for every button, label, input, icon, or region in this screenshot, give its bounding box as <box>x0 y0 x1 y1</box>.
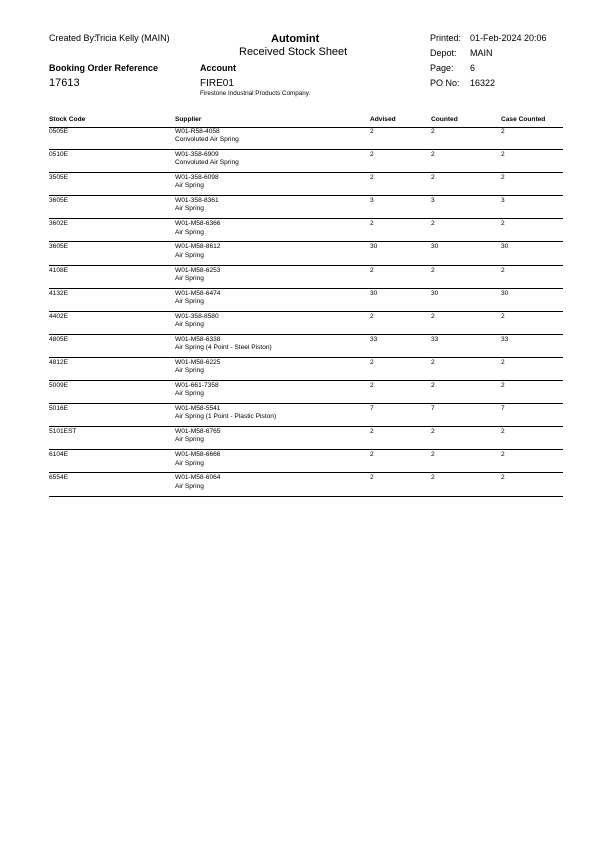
booking-ref-value: 17613 <box>49 77 80 89</box>
advised-cell <box>370 242 431 265</box>
supplier-cell-text: W01-661-7358 <box>175 382 219 390</box>
stock-code-cell-text: 6104E <box>49 451 69 459</box>
supplier-cell-text: W01-M58-6765 <box>175 428 221 436</box>
description-text: Air Spring (1 Point - Plastic Piston) <box>175 413 277 421</box>
description-text: Air Spring <box>175 228 204 236</box>
supplier-cell-text: W01-M58-6064 <box>175 474 221 482</box>
table-row <box>49 173 563 196</box>
description-text: Air Spring <box>175 482 204 490</box>
stock-code-cell-text: 3605E <box>49 197 69 205</box>
stock-code-cell-text: 4805E <box>49 335 69 343</box>
case-counted-cell <box>501 334 563 357</box>
case-counted-cell-text: 30 <box>501 289 509 297</box>
stock-code-cell <box>49 473 175 496</box>
supplier-cell <box>175 265 370 288</box>
advised-cell <box>370 357 431 380</box>
advised-cell-text: 2 <box>370 428 374 436</box>
case-counted-cell <box>501 473 563 496</box>
stock-code-cell-text: 0505E <box>49 128 69 135</box>
table-row <box>49 404 563 427</box>
advised-cell-text: 30 <box>370 243 378 251</box>
advised-cell-text: 2 <box>370 474 374 482</box>
stock-table <box>49 127 563 497</box>
advised-cell <box>370 404 431 427</box>
counted-cell <box>431 311 501 334</box>
table-row <box>49 288 563 311</box>
stock-code-cell-text: 3602E <box>49 220 69 228</box>
account-value: FIRE01 <box>200 78 234 89</box>
counted-cell-text: 2 <box>431 128 435 135</box>
stock-code-cell-text: 0510E <box>49 151 69 159</box>
supplier-cell <box>175 427 370 450</box>
advised-cell-text: 2 <box>370 151 374 159</box>
case-counted-cell-text: 2 <box>501 266 505 274</box>
advised-cell-text: 2 <box>370 312 374 320</box>
supplier-cell-text: W01-358-8361 <box>175 197 219 205</box>
table-row <box>49 311 563 334</box>
stock-code-cell <box>49 357 175 380</box>
advised-cell-text: 2 <box>370 382 374 390</box>
case-counted-cell <box>501 173 563 196</box>
case-counted-cell <box>501 404 563 427</box>
supplier-cell-text: W01-M58-6225 <box>175 358 221 366</box>
case-counted-cell <box>501 357 563 380</box>
stock-code-cell <box>49 381 175 404</box>
supplier-cell <box>175 219 370 242</box>
case-counted-cell-text: 3 <box>501 197 505 205</box>
case-counted-cell-text: 2 <box>501 174 505 182</box>
counted-cell <box>431 265 501 288</box>
stock-code-cell <box>49 265 175 288</box>
table-row <box>49 427 563 450</box>
counted-cell <box>431 150 501 173</box>
counted-cell <box>431 473 501 496</box>
counted-cell-text: 3 <box>431 197 435 205</box>
advised-cell <box>370 427 431 450</box>
description-text: Air Spring (4 Point - Steel Piston) <box>175 344 272 352</box>
created-by-value: Tricia Kelly (MAIN) <box>95 33 170 43</box>
counted-cell-text: 2 <box>431 174 435 182</box>
description-text: Convoluted Air Spring <box>175 136 239 144</box>
counted-cell <box>431 357 501 380</box>
stock-code-cell <box>49 150 175 173</box>
supplier-cell <box>175 450 370 473</box>
counted-cell-text: 2 <box>431 382 435 390</box>
printed-label: Printed: <box>430 33 462 43</box>
stock-code-cell <box>49 404 175 427</box>
counted-cell-text: 2 <box>431 358 435 366</box>
stock-code-cell-text: 4812E <box>49 358 69 366</box>
description-text: Air Spring <box>175 367 204 375</box>
stock-code-cell-text: 3505E <box>49 174 69 182</box>
advised-cell-text: 33 <box>370 335 378 343</box>
po-value: 16322 <box>470 78 496 88</box>
stock-code-cell-text: 4402E <box>49 312 69 320</box>
table-row <box>49 127 563 150</box>
counted-cell <box>431 196 501 219</box>
case-counted-cell-text: 2 <box>501 128 505 135</box>
case-counted-cell-text: 2 <box>501 428 505 436</box>
description-text: Air Spring <box>175 320 204 328</box>
table-row <box>49 265 563 288</box>
supplier-cell <box>175 473 370 496</box>
counted-cell <box>431 127 501 150</box>
supplier-cell-text: W01-M58-6474 <box>175 289 221 297</box>
advised-cell-text: 30 <box>370 289 378 297</box>
table-row <box>49 334 563 357</box>
counted-cell <box>431 288 501 311</box>
supplier-cell <box>175 404 370 427</box>
stock-code-cell <box>49 219 175 242</box>
advised-cell-text: 2 <box>370 266 374 274</box>
case-counted-cell-text: 2 <box>501 451 505 459</box>
stock-code-cell <box>49 127 175 150</box>
case-counted-cell <box>501 288 563 311</box>
supplier-cell-text: W01-R58-4058 <box>175 128 220 135</box>
description-text: Air Spring <box>175 205 204 213</box>
stock-code-cell <box>49 334 175 357</box>
supplier-cell <box>175 311 370 334</box>
case-counted-cell <box>501 242 563 265</box>
stock-code-cell-text: 4132E <box>49 289 69 297</box>
advised-cell <box>370 196 431 219</box>
table-row <box>49 357 563 380</box>
advised-cell-text: 2 <box>370 128 374 135</box>
advised-cell <box>370 219 431 242</box>
stock-code-cell-text: 5101EST <box>49 428 77 436</box>
col-case-counted: Case Counted <box>501 116 546 123</box>
advised-cell <box>370 473 431 496</box>
table-row <box>49 381 563 404</box>
supplier-cell <box>175 334 370 357</box>
advised-cell-text: 3 <box>370 197 374 205</box>
counted-cell-text: 2 <box>431 151 435 159</box>
advised-cell <box>370 450 431 473</box>
description-text: Air Spring <box>175 251 204 259</box>
case-counted-cell <box>501 381 563 404</box>
case-counted-cell-text: 2 <box>501 220 505 228</box>
stock-code-cell-text: 4108E <box>49 266 69 274</box>
stock-code-cell <box>49 288 175 311</box>
stock-code-cell <box>49 196 175 219</box>
supplier-cell-text: W01-358-6909 <box>175 151 219 159</box>
description-text: Air Spring <box>175 297 204 305</box>
stock-code-cell-text: 5009E <box>49 382 69 390</box>
supplier-cell-text: W01-358-8580 <box>175 312 219 320</box>
col-supplier: Supplier <box>175 116 202 123</box>
table-row <box>49 219 563 242</box>
counted-cell-text: 2 <box>431 266 435 274</box>
po-label: PO No: <box>430 78 460 88</box>
created-by-label: Created By: <box>49 33 97 43</box>
supplier-cell-text: W01-358-6098 <box>175 174 219 182</box>
counted-cell-text: 2 <box>431 474 435 482</box>
stock-code-cell <box>49 450 175 473</box>
case-counted-cell <box>501 311 563 334</box>
counted-cell <box>431 404 501 427</box>
advised-cell-text: 2 <box>370 174 374 182</box>
table-row <box>49 473 563 496</box>
case-counted-cell-text: 33 <box>501 335 509 343</box>
case-counted-cell-text: 2 <box>501 474 505 482</box>
page-label: Page: <box>430 63 454 73</box>
case-counted-cell <box>501 427 563 450</box>
advised-cell <box>370 150 431 173</box>
advised-cell <box>370 311 431 334</box>
description-text: Air Spring <box>175 274 204 282</box>
advised-cell-text: 2 <box>370 358 374 366</box>
supplier-cell-text: W01-M58-6253 <box>175 266 221 274</box>
depot-value: MAIN <box>470 48 493 58</box>
supplier-cell <box>175 288 370 311</box>
stock-code-cell-text: 5016E <box>49 405 69 413</box>
case-counted-cell <box>501 265 563 288</box>
advised-cell <box>370 127 431 150</box>
table-row <box>49 150 563 173</box>
case-counted-cell-text: 30 <box>501 243 509 251</box>
description-text: Air Spring <box>175 459 204 467</box>
supplier-cell <box>175 196 370 219</box>
counted-cell-text: 33 <box>431 335 439 343</box>
supplier-cell <box>175 242 370 265</box>
counted-cell <box>431 334 501 357</box>
advised-cell <box>370 381 431 404</box>
stock-code-cell-text: 3605E <box>49 243 69 251</box>
supplier-cell <box>175 173 370 196</box>
advised-cell <box>370 334 431 357</box>
supplier-cell-text: W01-M58-6338 <box>175 335 221 343</box>
printed-value: 01-Feb-2024 20:06 <box>470 33 547 43</box>
stock-code-cell-text: 6554E <box>49 474 69 482</box>
company-name: Automint <box>271 33 320 45</box>
supplier-cell <box>175 357 370 380</box>
counted-cell-text: 2 <box>431 451 435 459</box>
case-counted-cell <box>501 196 563 219</box>
counted-cell-text: 2 <box>431 312 435 320</box>
advised-cell-text: 2 <box>370 220 374 228</box>
case-counted-cell-text: 7 <box>501 405 505 413</box>
supplier-cell-text: W01-M58-6666 <box>175 451 221 459</box>
case-counted-cell-text: 2 <box>501 382 505 390</box>
table-row <box>49 450 563 473</box>
advised-cell-text: 7 <box>370 405 374 413</box>
booking-ref-label: Booking Order Reference <box>49 63 159 73</box>
case-counted-cell <box>501 450 563 473</box>
counted-cell-text: 2 <box>431 428 435 436</box>
case-counted-cell <box>501 150 563 173</box>
supplier-cell <box>175 127 370 150</box>
counted-cell <box>431 173 501 196</box>
depot-label: Depot: <box>430 48 457 58</box>
description-text: Air Spring <box>175 390 204 398</box>
account-name: Firestone Industrial Products Company. <box>200 90 311 97</box>
col-counted: Counted <box>431 116 458 123</box>
advised-cell <box>370 288 431 311</box>
col-stock-code: Stock Code <box>49 116 86 123</box>
description-text: Air Spring <box>175 436 204 444</box>
advised-cell <box>370 265 431 288</box>
page-value: 6 <box>470 63 476 73</box>
case-counted-cell <box>501 127 563 150</box>
supplier-cell-text: W01-M58-8612 <box>175 243 221 251</box>
stock-code-cell <box>49 242 175 265</box>
col-advised: Advised <box>370 116 396 123</box>
case-counted-cell-text: 2 <box>501 312 505 320</box>
stock-code-cell <box>49 427 175 450</box>
stock-code-cell <box>49 173 175 196</box>
counted-cell <box>431 242 501 265</box>
counted-cell-text: 7 <box>431 405 435 413</box>
table-row <box>49 242 563 265</box>
supplier-cell-text: W01-M58-5541 <box>175 405 221 413</box>
sheet-title: Received Stock Sheet <box>239 46 348 58</box>
advised-cell-text: 2 <box>370 451 374 459</box>
table-row <box>49 196 563 219</box>
counted-cell <box>431 450 501 473</box>
counted-cell-text: 30 <box>431 243 439 251</box>
counted-cell-text: 30 <box>431 289 439 297</box>
case-counted-cell <box>501 219 563 242</box>
account-label: Account <box>200 63 236 73</box>
supplier-cell <box>175 150 370 173</box>
case-counted-cell-text: 2 <box>501 151 505 159</box>
counted-cell-text: 2 <box>431 220 435 228</box>
supplier-cell <box>175 381 370 404</box>
description-text: Convoluted Air Spring <box>175 159 239 167</box>
advised-cell <box>370 173 431 196</box>
case-counted-cell-text: 2 <box>501 358 505 366</box>
description-text: Air Spring <box>175 182 204 190</box>
counted-cell <box>431 427 501 450</box>
counted-cell <box>431 219 501 242</box>
counted-cell <box>431 381 501 404</box>
stock-code-cell <box>49 311 175 334</box>
supplier-cell-text: W01-M58-6366 <box>175 220 221 228</box>
